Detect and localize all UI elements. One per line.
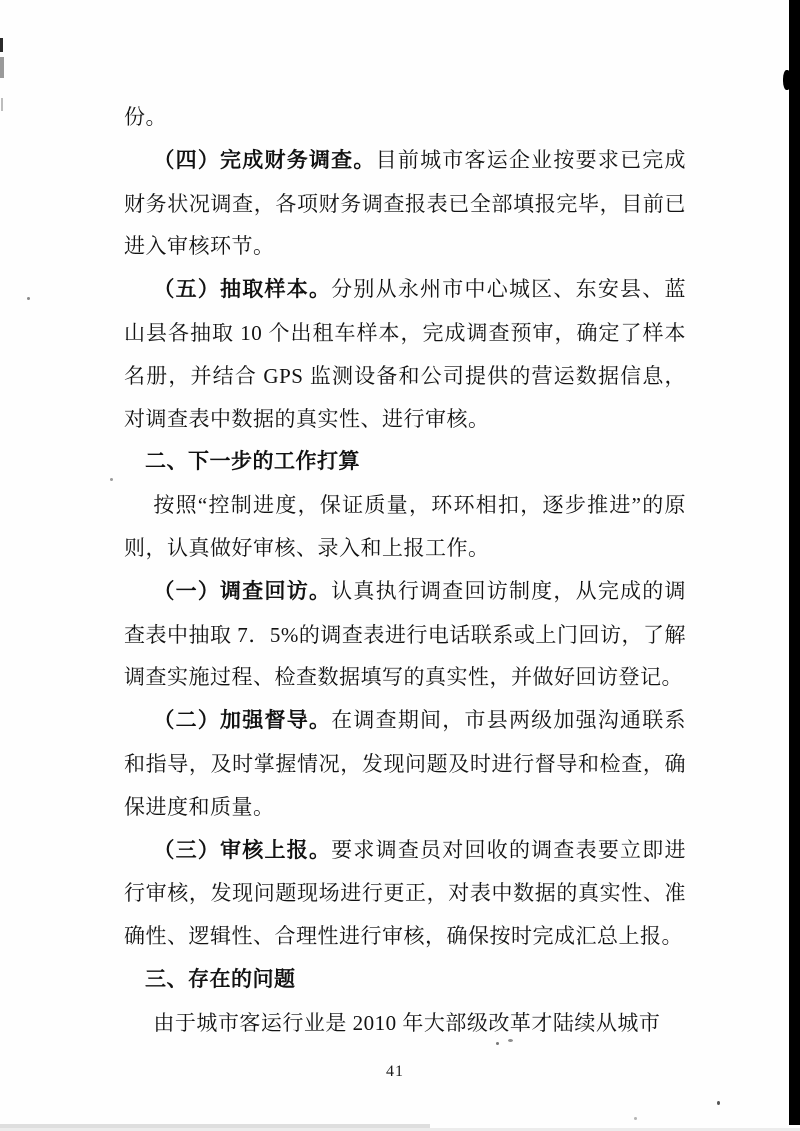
scan-speck bbox=[634, 1117, 637, 1120]
scan-mark-left-edge bbox=[1, 98, 3, 111]
text-run: 目前城市客运企业按要求已完成财务状况调查，各项财务调查报表已全部填报完毕，目前已进入审核环节。 bbox=[124, 147, 687, 259]
scan-mark-left-edge bbox=[0, 38, 3, 52]
text-run: 在调查期间，市县两级加强沟通联系和指导，及时掌握情况，发现问题及时进行督导和检查，确保进度和质量。 bbox=[124, 708, 687, 819]
bold-text-run: （二）加强督导。 bbox=[153, 709, 332, 733]
para-problem-intro bbox=[124, 1002, 686, 1045]
text-run: 分别从永州市中心城区、东安县、蓝山县各抽取 10 个出租车样本，完成调查预审，确定了样本名册，并结合 GPS 监测设备和公司提供的营运数据信息，对调查表中数据的真实性、进行审核。 bbox=[124, 277, 687, 431]
scan-speck bbox=[27, 297, 30, 300]
text-run: 认真执行调查回访制度，从完成的调查表中抽取 7．5%的调查表进行电话联系或上门回访，了解调查实施过程、检查数据填写的真实性，并做好回访登记。 bbox=[124, 578, 687, 690]
scan-speck bbox=[110, 478, 113, 481]
text-run: 份。 bbox=[124, 105, 167, 129]
page-number: 41 bbox=[386, 1063, 404, 1080]
scan-speck bbox=[717, 1101, 720, 1105]
scan-border-right-edge bbox=[789, 0, 800, 1125]
para-item-1-survey-callback bbox=[124, 570, 686, 699]
heading-section-3-problems bbox=[124, 958, 686, 1002]
text-run: 按照“控制进度，保证质量，环环相扣，逐步推进”的原则，认真做好审核、录入和上报工作。 bbox=[124, 493, 686, 560]
para-item-2-strengthen-supervision bbox=[124, 699, 686, 828]
bold-text-run: 二、下一步的工作打算 bbox=[145, 450, 360, 474]
text-run: 由于城市客运行业是 2010 年大部级改革才陆续从城市 bbox=[153, 1010, 661, 1035]
scan-bottom-band bbox=[0, 1124, 430, 1128]
bold-text-run: （四）完成财务调查。 bbox=[153, 148, 376, 172]
para-continuation-fen bbox=[124, 96, 686, 139]
para-item-3-review-report bbox=[124, 829, 686, 958]
para-principle bbox=[124, 484, 686, 570]
bold-text-run: （一）调查回访。 bbox=[153, 579, 332, 603]
bold-text-run: （三）审核上报。 bbox=[153, 838, 332, 862]
text-run: 要求调查员对回收的调查表要立即进行审核，发现问题现场进行更正，对表中数据的真实性、准确性、逻辑性、合理性进行审核，确保按时完成汇总上报。 bbox=[124, 837, 687, 949]
heading-section-2-next-steps bbox=[124, 440, 686, 484]
scan-blob-right-edge bbox=[783, 70, 791, 90]
para-item-4-finance-survey bbox=[124, 139, 686, 268]
bold-text-run: 三、存在的问题 bbox=[145, 967, 296, 991]
bold-text-run: （五）抽取样本。 bbox=[153, 278, 332, 302]
document-body bbox=[124, 96, 686, 1045]
scan-mark-left-edge bbox=[0, 57, 4, 78]
para-item-5-sampling bbox=[124, 268, 686, 440]
